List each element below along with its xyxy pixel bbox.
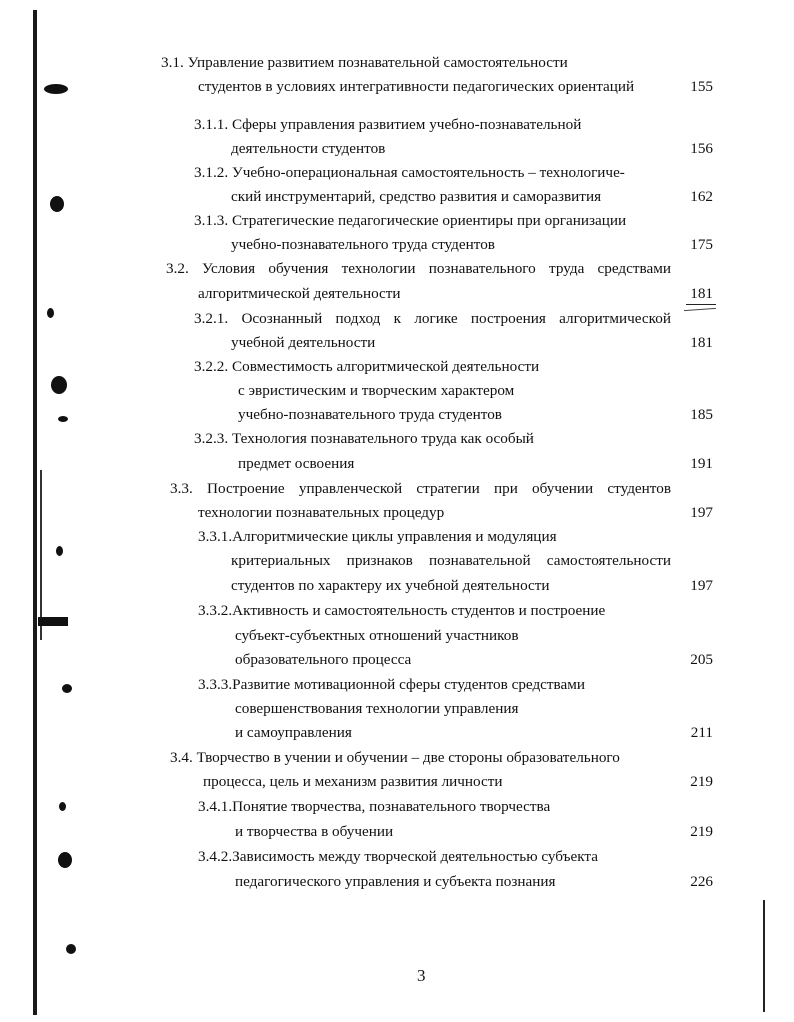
toc-line-3-1-cont: студентов в условиях интегративности педагогических ориентаций [198, 78, 635, 95]
toc-page-number: 162 [690, 188, 713, 205]
scan-blot [50, 196, 64, 212]
toc-page-number: 191 [690, 455, 713, 472]
scan-blot [47, 308, 54, 318]
toc-line-3-1-1-cont: деятельности студентов [231, 140, 386, 157]
toc-page-number: 226 [690, 873, 713, 890]
toc-line-3-4-2: 3.4.2.Зависимость между творческой деятельностью субъекта [198, 848, 598, 865]
toc-page-number: 219 [690, 823, 713, 840]
handwritten-underline [684, 308, 716, 311]
toc-page-number: 197 [690, 577, 713, 594]
toc-line-3-1-3-cont: учебно-познавательного труда студентов [231, 236, 495, 253]
toc-page-number: 205 [690, 651, 713, 668]
toc-page-number: 181 [690, 285, 713, 302]
toc-line-3-2: 3.2. Условия обучения технологии познавательного труда средствами [166, 260, 671, 277]
toc-line-3-1-2-cont: ский инструментарий, средство развития и саморазвития [231, 188, 602, 205]
scan-edge-line [40, 470, 42, 640]
toc-line-3-3-cont: технологии познавательных процедур [198, 504, 445, 521]
toc-page-number: 155 [690, 78, 713, 95]
toc-line-3-3-2-cont: образовательного процесса [235, 651, 412, 668]
toc-page-number: 219 [690, 773, 713, 790]
scan-blot [38, 617, 68, 626]
toc-line-3-2-cont: алгоритмической деятельности [198, 285, 401, 302]
scan-blot [58, 416, 68, 422]
toc-page-number: 156 [690, 140, 713, 157]
toc-line-3-1-2: 3.1.2. Учебно-операциональная самостоятельность – технологиче- [194, 164, 625, 181]
toc-line-3-3-1-cont: критериальных признаков познавательной самостоятельности [231, 552, 671, 569]
toc-line-3-4-2-cont: педагогического управления и субъекта познания [235, 873, 556, 890]
toc-line-3-2-3-cont: предмет освоения [238, 455, 355, 472]
toc-line-3-2-2-cont: с эвристическим и творческим характером [238, 382, 515, 399]
toc-line-3-4-1-cont: и творчества в обучении [235, 823, 394, 840]
toc-page-number: 185 [690, 406, 713, 423]
handwritten-underline [686, 304, 716, 305]
toc-page-number: 175 [690, 236, 713, 253]
toc-line-3-3-1-cont: студентов по характеру их учебной деятельности [231, 577, 550, 594]
toc-line-3-4: 3.4. Творчество в учении и обучении – две стороны образовательного [170, 749, 620, 766]
toc-line-3-2-1: 3.2.1. Осознанный подход к логике построения алгоритмической [194, 310, 671, 327]
toc-line-3-2-1-cont: учебной деятельности [231, 334, 376, 351]
toc-line-3-1: 3.1. Управление развитием познавательной самостоятельности [161, 54, 568, 71]
toc-line-3-1-1: 3.1.1. Сферы управления развитием учебно-познавательной [194, 116, 582, 133]
toc-line-3-3-3: 3.3.3.Развитие мотивационной сферы студентов средствами [198, 676, 586, 693]
scan-blot [62, 684, 72, 693]
toc-line-3-2-2-cont: учебно-познавательного труда студентов [238, 406, 502, 423]
page-number: 3 [417, 966, 426, 985]
scan-edge-line [763, 900, 765, 1012]
toc-page-number: 211 [690, 724, 713, 741]
toc-line-3-3-3-cont: совершенствования технологии управления [235, 700, 519, 717]
scan-blot [66, 944, 76, 954]
toc-line-3-2-3: 3.2.3. Технология познавательного труда как особый [194, 430, 534, 447]
toc-line-3-3-1: 3.3.1.Алгоритмические циклы управления и модуляция [198, 528, 557, 545]
toc-line-3-2-2: 3.2.2. Совместимость алгоритмической деятельности [194, 358, 540, 375]
toc-line-3-3-3-cont: и самоуправления [235, 724, 352, 741]
scan-blot [59, 802, 66, 811]
scan-blot [44, 84, 68, 94]
toc-line-3-4-1: 3.4.1.Понятие творчества, познавательного творчества [198, 798, 551, 815]
toc-line-3-3: 3.3. Построение управленческой стратегии при обучении студентов [170, 480, 671, 497]
toc-line-3-4-cont: процесса, цель и механизм развития личности [203, 773, 503, 790]
toc-page-number: 197 [690, 504, 713, 521]
scan-edge-line [33, 10, 37, 1015]
toc-line-3-3-2-cont: субъект-субъектных отношений участников [235, 627, 519, 644]
scan-blot [51, 376, 67, 394]
toc-line-3-3-2: 3.3.2.Активность и самостоятельность студентов и построение [198, 602, 606, 619]
toc-page-number: 181 [690, 334, 713, 351]
toc-line-3-1-3: 3.1.3. Стратегические педагогические ориентиры при организации [194, 212, 627, 229]
scan-blot [58, 852, 72, 868]
scan-blot [56, 546, 63, 556]
